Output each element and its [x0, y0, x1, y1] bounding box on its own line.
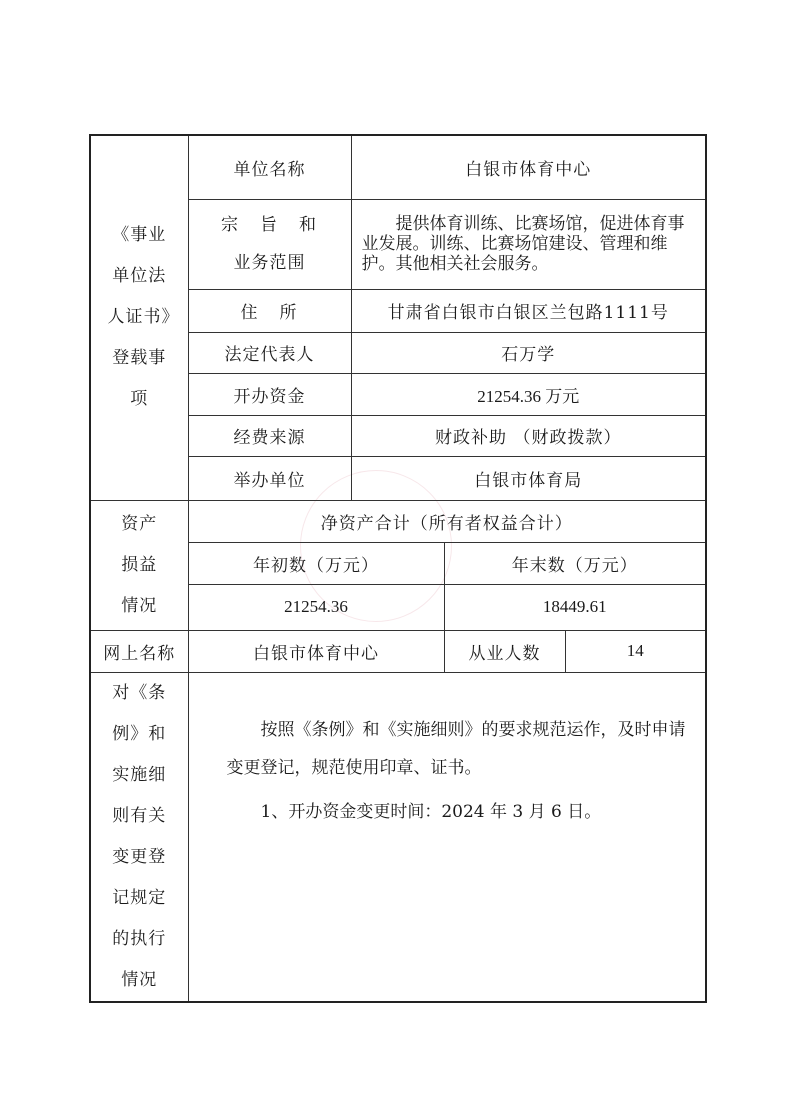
unit-name-label: 单位名称 — [188, 135, 351, 199]
purpose-scope-label: 宗旨和 业务范围 — [188, 199, 351, 289]
year-start-label: 年初数（万元） — [188, 542, 444, 584]
row-net-assets-header — [90, 500, 706, 542]
funding-source-label: 经费来源 — [188, 415, 351, 456]
legal-rep-value: 石万学 — [351, 332, 706, 373]
address-label: 住所 — [188, 289, 351, 332]
funding-source-value: 财政补助 （财政拨款） — [351, 415, 706, 456]
capital-label: 开办资金 — [188, 373, 351, 415]
unit-name-value: 白银市体育中心 — [351, 135, 706, 199]
row-execution — [90, 672, 706, 1002]
staff-count-value: 14 — [565, 630, 706, 672]
execution-paragraph-2: 1、开办资金变更时间：2024 年 3 月 6 日。 — [260, 801, 602, 822]
annual-report-form — [89, 134, 707, 1003]
execution-content — [188, 672, 706, 1002]
net-assets-header: 净资产合计（所有者权益合计） — [188, 500, 706, 542]
address-value: 甘肃省白银市白银区兰包路1111号 — [351, 289, 706, 332]
year-start-value: 21254.36 — [188, 584, 444, 630]
year-end-label: 年末数（万元） — [444, 542, 706, 584]
legal-rep-label: 法定代表人 — [188, 332, 351, 373]
purpose-scope-value: 提供体育训练、比赛场馆，促进体育事业发展。训练、比赛场馆建设、管理和维护。其他相关社会服务。 — [351, 199, 706, 289]
execution-section-label: 对《条例》和实施细则有关变更登记规定的执行情况 — [90, 672, 188, 1002]
registry-section-label: 《事业单位法人证书》登载事项 — [90, 135, 188, 500]
capital-value: 21254.36 万元 — [351, 373, 706, 415]
sponsor-value: 白银市体育局 — [351, 456, 706, 500]
row-online-name — [90, 630, 706, 672]
online-name-label: 网上名称 — [90, 630, 188, 672]
year-end-value: 18449.61 — [444, 584, 706, 630]
execution-paragraph-1: 按照《条例》和《实施细则》的要求规范运作，及时申请变更登记，规范使用印章、证书。 — [226, 719, 686, 778]
assets-section-label: 资产损益情况 — [90, 500, 188, 630]
sponsor-label: 举办单位 — [188, 456, 351, 500]
staff-count-label: 从业人数 — [444, 630, 565, 672]
row-unit-name — [90, 135, 706, 199]
online-name-value: 白银市体育中心 — [188, 630, 444, 672]
